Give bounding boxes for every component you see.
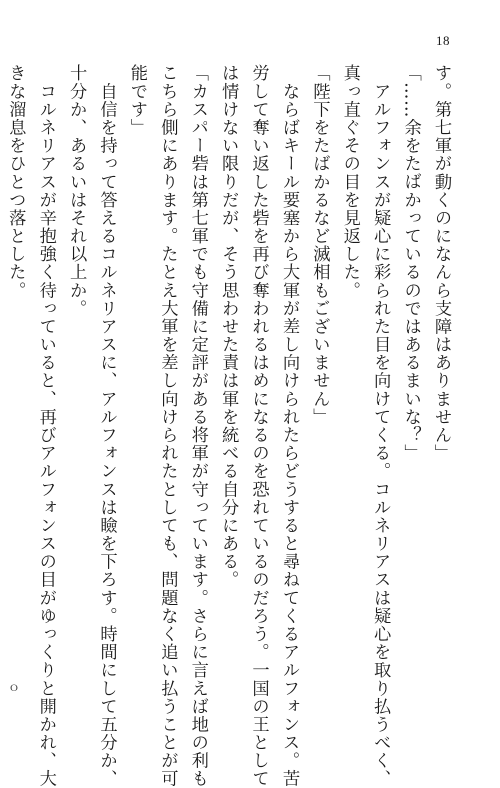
text-line: 「カスパー砦は第七軍でも守備に定評がある将軍が守っています。さらに言えば地の利も: [187, 64, 208, 788]
text-line: 労して奪い返した砦を再び奪われるはめになるのを恐れているのだろう。一国の王として: [248, 64, 269, 788]
text-line: 真っ直ぐその目を見返した。: [339, 64, 360, 300]
text-line: 能です」: [126, 64, 147, 137]
text-line: 十分か、あるいはそれ以上か。: [66, 64, 87, 318]
text-line: アルフォンスが疑心に彩られた目を向けてくる。コルネリアスは疑心を取り払うべく、: [370, 64, 391, 788]
text-line: は情けない限りだが、そう思わせた責は軍を統べる自分にある。: [218, 64, 239, 589]
text-line: 「……余をたばかっているのではあるまいな？」: [400, 64, 421, 462]
text-line: す。第七軍が動くのになんら支障はありません」: [431, 64, 451, 462]
corner-mark: ｏ: [8, 680, 21, 694]
text-line: きな溜息をひとつ落とした。: [5, 64, 26, 300]
text-line: 「陛下をたばかるなど滅相もございません」: [309, 64, 330, 426]
body-text: [0, 64, 456, 788]
page-number: 18: [436, 33, 450, 48]
text-line: コルネリアスが辛抱強く待っていると、再びアルフォンスの目がゆっくりと開かれ、大: [35, 64, 56, 788]
text-line: ならばキール要塞から大軍が差し向けられたらどうすると尋ねてくるアルフォンス。苦: [278, 64, 299, 788]
text-line: こちら側にあります。たとえ大軍を差し向けられたとしても、問題なく追い払うことが可: [157, 64, 178, 788]
text-line: 自信を持って答えるコルネリアスに、アルフォンスは瞼を下ろす。時間にして五分か、: [96, 64, 117, 788]
